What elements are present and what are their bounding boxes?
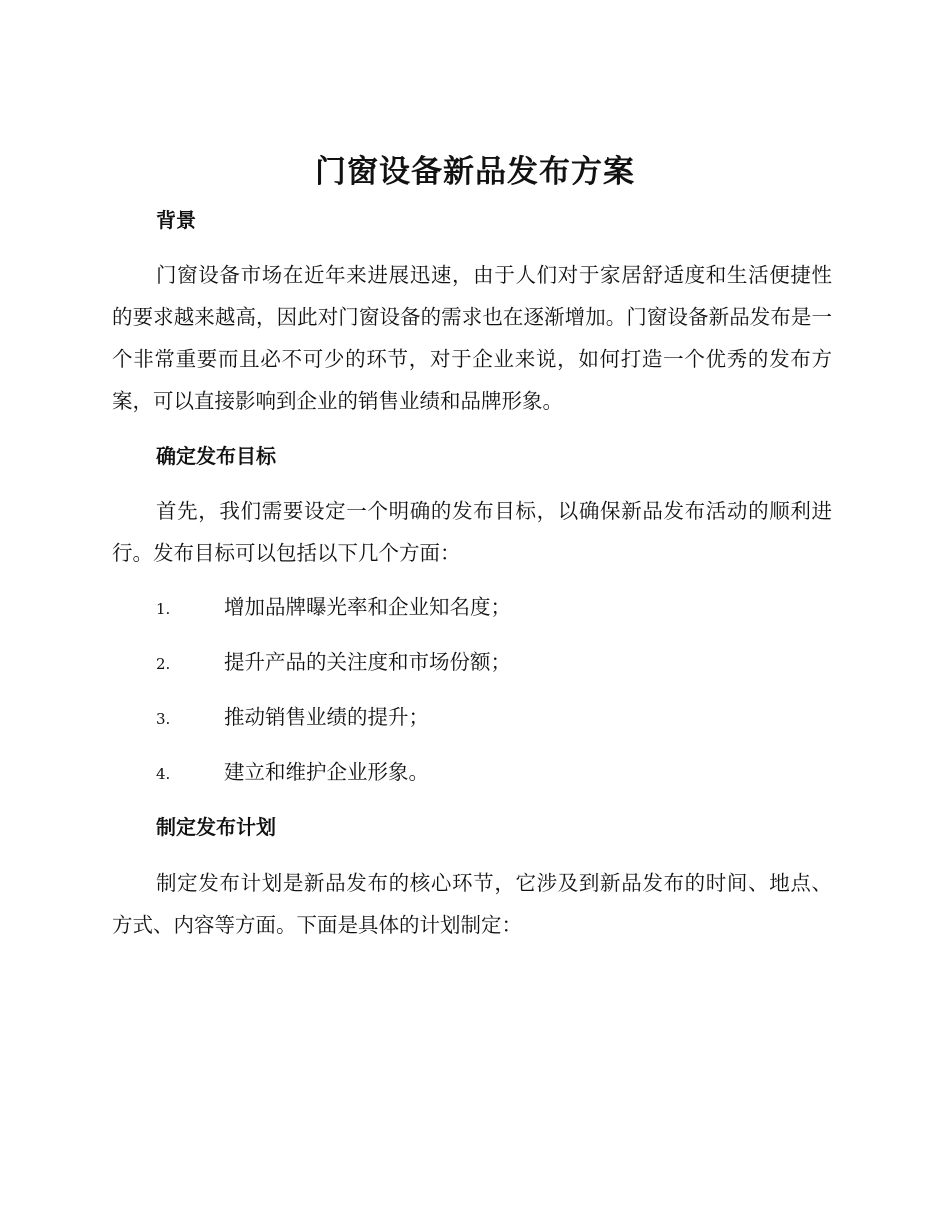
list-item-number: 2. [156, 655, 171, 673]
list-item-text: 建立和维护企业形象。 [224, 760, 429, 784]
list-item-text: 增加品牌曝光率和企业知名度； [224, 595, 511, 619]
list-item-text: 提升产品的关注度和市场份额； [224, 650, 511, 674]
list-item-number: 1. [156, 600, 171, 618]
section-heading-release-goals: 确定发布目标 [156, 444, 276, 468]
list-item-number: 3. [156, 710, 171, 728]
section-heading-background: 背景 [156, 208, 196, 232]
list-item-number: 4. [156, 765, 171, 783]
document-title: 门窗设备新品发布方案 [315, 154, 635, 190]
list-item-text: 推动销售业绩的提升； [224, 705, 429, 729]
list-item [156, 702, 836, 734]
release-goals-paragraph: 首先，我们需要设定一个明确的发布目标，以确保新品发布活动的顺利进行。发布目标可以包括以下几个方面： [112, 499, 832, 565]
background-paragraph: 门窗设备市场在近年来进展迅速，由于人们对于家居舒适度和生活便捷性的要求越来越高，因此对门窗设备的需求也在逐渐增加。门窗设备新品发布是一个非常重要而且必不可少的环节，对于企业来说，如何打造一个优秀的发布方案，可以直接影响到企业的销售业绩和品牌形象。 [112, 263, 832, 413]
section-heading-release-plan: 制定发布计划 [156, 815, 276, 839]
list-item [156, 647, 836, 679]
list-item [156, 757, 836, 789]
list-item [156, 592, 836, 624]
release-plan-paragraph: 制定发布计划是新品发布的核心环节，它涉及到新品发布的时间、地点、方式、内容等方面。下面是具体的计划制定： [112, 871, 832, 937]
